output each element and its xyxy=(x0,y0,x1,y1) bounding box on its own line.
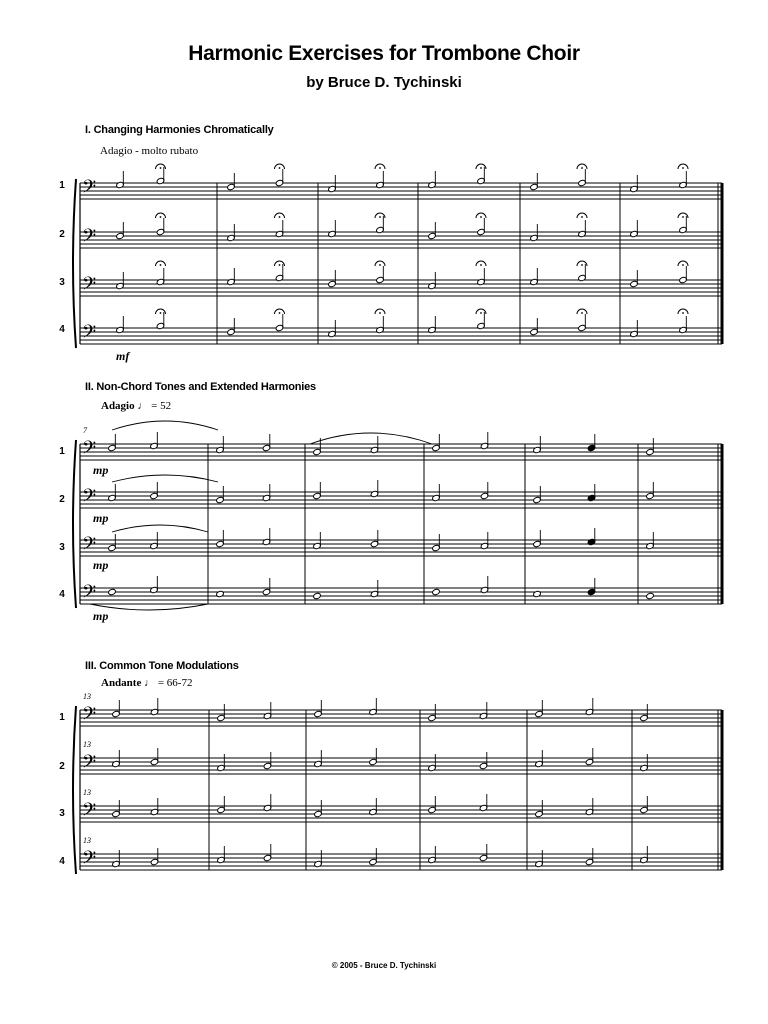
fermata-dot xyxy=(279,312,281,314)
section-3-tempo-mark: ♩ = 66-72 xyxy=(144,677,193,689)
section-2-part-4: 4 xyxy=(59,589,65,600)
slur-line xyxy=(112,475,218,482)
fermata-dot xyxy=(379,216,381,218)
bass-clef-icon: 𝄢 xyxy=(82,752,97,777)
section-2-part-1: 1 xyxy=(59,446,65,457)
bass-clef-icon: 𝄢 xyxy=(82,438,97,463)
bass-clef-icon: 𝄢 xyxy=(82,177,97,202)
fermata-dot xyxy=(682,216,684,218)
system-bracket xyxy=(73,706,76,874)
section-1-part-2: 2 xyxy=(59,229,65,240)
section-2-measure-number: 7 xyxy=(83,426,87,435)
fermata-dot xyxy=(160,216,162,218)
section-1-dynamic-mf: mf xyxy=(116,349,130,363)
bass-clef-icon: 𝄢 xyxy=(82,534,97,559)
bass-clef-icon: 𝄢 xyxy=(82,800,97,825)
note-head xyxy=(313,592,322,599)
note-head xyxy=(533,590,542,597)
fermata-dot xyxy=(480,312,482,314)
document-title: Harmonic Exercises for Trombone Choir xyxy=(188,42,580,65)
fermata-dot xyxy=(160,312,162,314)
section-3-heading: III. Common Tone Modulations xyxy=(85,660,239,672)
system-bracket xyxy=(73,179,76,348)
slur-line xyxy=(112,525,208,532)
fermata-dot xyxy=(682,167,684,169)
note-head xyxy=(216,590,225,597)
fermata-dot xyxy=(160,264,162,266)
section-3-measure-number-4: 13 xyxy=(83,836,91,845)
fermata-dot xyxy=(279,167,281,169)
section-3-measure-number-3: 13 xyxy=(83,788,91,797)
note-head xyxy=(432,588,441,595)
section-2-heading: II. Non-Chord Tones and Extended Harmonies xyxy=(85,381,316,393)
bass-clef-icon: 𝄢 xyxy=(82,226,97,251)
bass-clef-icon: 𝄢 xyxy=(82,322,97,347)
section-2-dynamic-3: mp xyxy=(93,558,109,572)
section-3-part-1: 1 xyxy=(59,712,65,723)
document-subtitle: by Bruce D. Tychinski xyxy=(306,74,462,91)
section-2-dynamic-1: mp xyxy=(93,463,109,477)
section-3-measure-number-2: 13 xyxy=(83,740,91,749)
section-2-dynamic-2: mp xyxy=(93,511,109,525)
section-3-part-3: 3 xyxy=(59,808,65,819)
slur-line xyxy=(90,604,208,610)
section-2-part-3: 3 xyxy=(59,542,65,553)
section-1-part-1: 1 xyxy=(59,180,65,191)
slur-line xyxy=(112,421,218,430)
section-2-tempo-text: Adagio xyxy=(101,400,135,412)
section-1-part-3: 3 xyxy=(59,277,65,288)
fermata-dot xyxy=(581,264,583,266)
note-head xyxy=(108,588,117,595)
fermata-dot xyxy=(480,264,482,266)
fermata-dot xyxy=(480,167,482,169)
fermata-dot xyxy=(379,312,381,314)
bass-clef-icon: 𝄢 xyxy=(82,274,97,299)
section-3-measure-number-1: 13 xyxy=(83,692,91,701)
note-head xyxy=(646,592,655,599)
system-bracket xyxy=(73,440,76,608)
section-3-part-2: 2 xyxy=(59,761,65,772)
bass-clef-icon: 𝄢 xyxy=(82,486,97,511)
bass-clef-icon: 𝄢 xyxy=(82,582,97,607)
section-3-tempo-text: Andante xyxy=(101,677,142,689)
fermata-dot xyxy=(581,167,583,169)
section-1-part-4: 4 xyxy=(59,324,65,335)
section-1-tempo: Adagio - molto rubato xyxy=(100,145,199,157)
bass-clef-icon: 𝄢 xyxy=(82,704,97,729)
section-2-dynamic-4: mp xyxy=(93,609,109,623)
fermata-dot xyxy=(581,312,583,314)
fermata-dot xyxy=(160,167,162,169)
fermata-dot xyxy=(379,167,381,169)
copyright-notice: © 2005 - Bruce D. Tychinski xyxy=(331,961,437,970)
fermata-dot xyxy=(682,312,684,314)
section-2-part-2: 2 xyxy=(59,494,65,505)
section-2-tempo-mark: ♩ = 52 xyxy=(137,400,172,412)
section-3-part-4: 4 xyxy=(59,856,65,867)
section-1-heading: I. Changing Harmonies Chromatically xyxy=(85,124,274,136)
fermata-dot xyxy=(581,216,583,218)
fermata-dot xyxy=(480,216,482,218)
fermata-dot xyxy=(279,264,281,266)
fermata-dot xyxy=(379,264,381,266)
slur-line xyxy=(310,433,432,444)
fermata-dot xyxy=(279,216,281,218)
fermata-dot xyxy=(682,264,684,266)
bass-clef-icon: 𝄢 xyxy=(82,848,97,873)
